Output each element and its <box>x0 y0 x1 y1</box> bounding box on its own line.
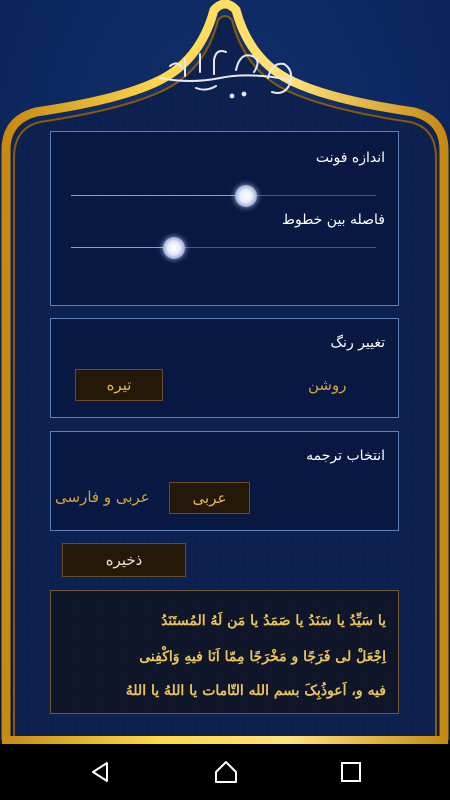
translation-settings-panel <box>50 431 399 531</box>
back-icon[interactable] <box>88 760 112 784</box>
dark-theme-button[interactable]: تیره <box>75 369 163 401</box>
preview-line-2: اِجْعَلْ لى فَرَجًا و مَخْرَجًا مِمّا اَنَا فيهِ وَاكْفِنى <box>139 649 386 665</box>
color-settings-panel <box>50 318 399 418</box>
line-spacing-label: فاصله بین خطوط <box>282 212 385 228</box>
font-size-slider-track <box>246 195 376 196</box>
prayer-preview-box <box>50 590 399 714</box>
system-navigation-bar <box>0 744 450 800</box>
arabic-only-button[interactable]: عربی <box>169 482 250 514</box>
home-icon[interactable] <box>213 759 239 785</box>
font-size-label: اندازه فونت <box>315 150 385 166</box>
color-change-label: تغییر رنگ <box>330 335 385 351</box>
arabic-persian-option[interactable]: عربی و فارسی <box>55 488 150 506</box>
save-button[interactable]: ذخیره <box>62 543 186 577</box>
line-spacing-slider-track-filled <box>71 247 174 248</box>
font-settings-panel <box>50 131 399 306</box>
light-theme-option[interactable]: روشن <box>308 376 347 394</box>
recent-apps-icon[interactable] <box>340 761 362 783</box>
line-spacing-slider-track <box>174 247 376 248</box>
font-size-slider-track-filled <box>71 195 246 196</box>
font-size-slider-thumb[interactable] <box>235 185 257 207</box>
line-spacing-slider-thumb[interactable] <box>163 237 185 259</box>
translation-select-label: انتخاب ترجمه <box>306 448 385 464</box>
preview-line-3: فيه و، اَعوذُبِکَ بسم الله التّامات يا اللهُ يا اللهُ <box>125 683 386 699</box>
preview-line-1: يا سَيِّدُ يا سَنَدُ يا صَمَدُ يا مَن لَهُ المُستَنَدُ <box>161 613 386 629</box>
